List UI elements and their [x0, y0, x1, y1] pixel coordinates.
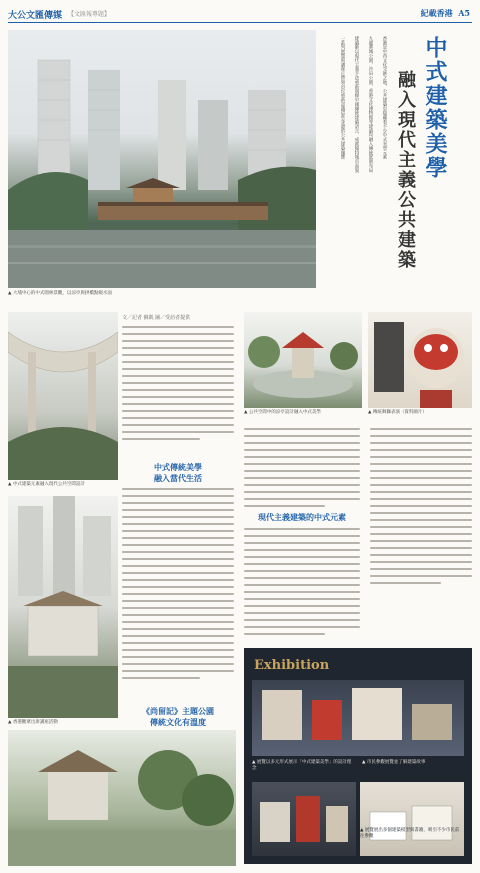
- building-scene: [8, 496, 118, 718]
- issue-label: 【文匯報專題】: [68, 11, 111, 18]
- intro-line: 一系列展覽與講座正帶領市民重新認識這些身邊的公共建築瑰寶: [340, 36, 345, 160]
- intro-text: [322, 36, 388, 291]
- intro-line: 九龍寨城公園、沙田公園、香港文化博物館等建築均融入傳統庭園布局: [368, 36, 373, 173]
- byline: 文／記者 蘇凱 圖／受訪者提供: [122, 315, 191, 321]
- exhibition-scene-1: [252, 680, 464, 756]
- masthead: 大公文匯傳媒: [8, 11, 63, 21]
- canopy-photo: [8, 312, 118, 480]
- exhibition-scene-3: [360, 782, 464, 856]
- exhibition-caption-2: ▲ 市民參觀展覽並了解建築故事: [362, 760, 426, 765]
- park-photo: [8, 730, 236, 866]
- exhibition-caption-3: ▲ 展覽展出多個建築模型與書籍，吸引不少市民前往參觀: [360, 828, 460, 839]
- exhibition-photo-1: [252, 680, 464, 756]
- header-rule: [8, 22, 472, 23]
- title-part1: 中式建築美學: [422, 36, 448, 180]
- title-part2: 融入現代主義公共建築: [395, 70, 416, 270]
- lion-scene: [368, 312, 472, 408]
- park-scene: [8, 730, 236, 866]
- exhibition-label: Exhibition: [254, 658, 330, 673]
- article-column-2: [244, 428, 360, 512]
- article-column-2b: [244, 528, 360, 640]
- pavilion-scene: [244, 312, 362, 408]
- exhibition-photo-3: [360, 782, 464, 856]
- article-column-1: [122, 326, 234, 445]
- pavilion-photo-caption: ▲ 公共空間中的涼亭設計融入中式美學: [244, 410, 321, 415]
- lake-scene: [8, 30, 316, 288]
- exhibition-photo-2: [252, 782, 356, 856]
- exhibition-caption-1: ▲ 展覽以多元形式展示「中式建築美學」的設計理念: [252, 760, 352, 771]
- lion-photo: [368, 312, 472, 408]
- building-photo: [8, 496, 118, 718]
- intro-line: 建築師以現代主義手法重新演繹中國傳統建築語言，成就獨特城市面貌: [354, 36, 359, 173]
- article-column-3: [370, 428, 472, 589]
- lake-photo: [8, 30, 316, 288]
- section-label: 紀載香港 A5: [420, 8, 470, 18]
- exhibition-scene-2: [252, 782, 356, 856]
- exhibition-panel: [244, 648, 472, 864]
- pavilion-photo: [244, 312, 362, 408]
- subhead-2: 現代主義建築的中式元素: [258, 512, 346, 522]
- canopy-photo-caption: ▲ 中式建築元素融入現代公共空間設計: [8, 482, 85, 487]
- lake-photo-caption: ▲ 大埔中心的中式園林景觀，以涼亭與拱橋點綴水面: [8, 291, 112, 296]
- intro-line: 香港是中西文化交匯之地，公共建築中隱藏着不少中式美學元素: [382, 36, 387, 160]
- canopy-scene: [8, 312, 118, 480]
- building-photo-caption: ▲ 香港觀眾出席講座活動: [8, 720, 58, 725]
- article-column-1b: [122, 488, 234, 684]
- subhead-1: 中式傳統美學 融入當代生活: [154, 462, 202, 483]
- lion-photo-caption: ▲ 傳統舞獅表演（資料圖片）: [368, 410, 427, 415]
- subhead-3: 《尚留記》主題公園 傳統文化有溫度: [142, 706, 214, 727]
